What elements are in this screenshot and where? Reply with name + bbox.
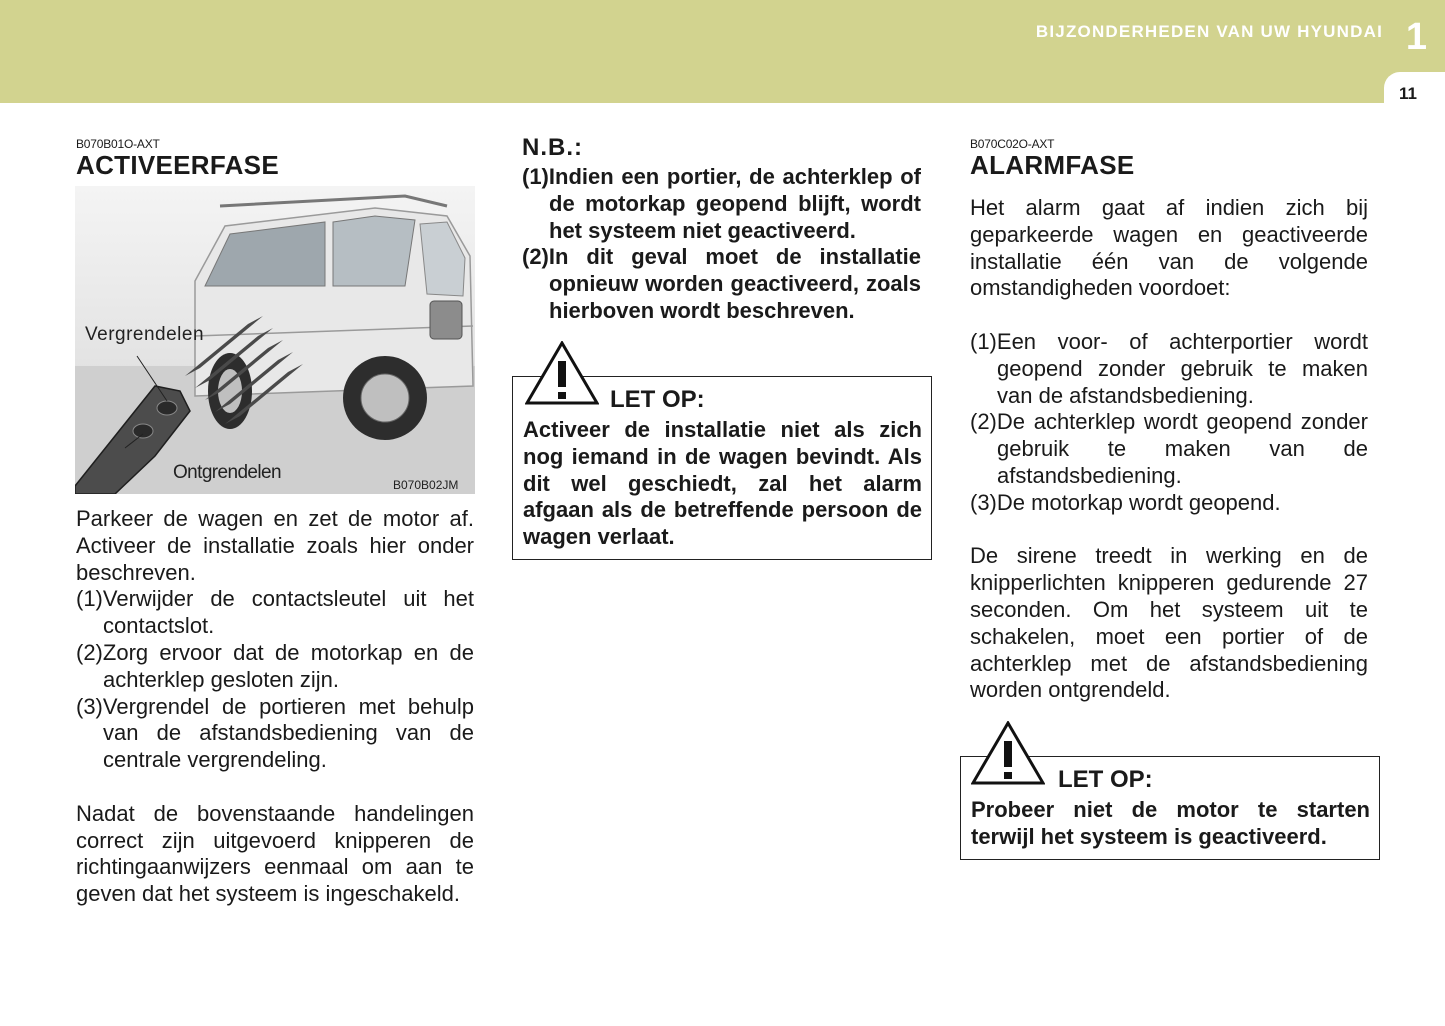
heading-activeerfase: ACTIVEERFASE: [76, 150, 279, 180]
right-closing-paragraph: De sirene treedt in werking en de knipperlichten knipperen gedurende 27 seconden. Om het systeem uit te schakelen, moet een portier of de achterklep met de afstandsbediening worden ontgrendeld.: [970, 543, 1368, 703]
list-item: [522, 164, 921, 244]
list-item-text: Verwijder de contactsleutel uit het contactslot.: [102, 586, 474, 639]
header-band: [0, 0, 1445, 103]
list-item-text: Indien een portier, de achterklep of de motorkap geopend blijft, wordt het systeem niet geactiveerd.: [548, 164, 921, 243]
list-item: [76, 640, 474, 694]
left-closing-paragraph: Nadat de bovenstaande handelingen correct zijn uitgevoerd knipperen de richtingaanwijzers eenmaal om aan te geven dat het systeem is ingeschakeld.: [76, 800, 474, 907]
list-item: [970, 490, 1368, 517]
section-code-alarmfase: B070C02O-AXT: [970, 137, 1055, 151]
car-remote-illustration: [75, 186, 475, 494]
left-body: [76, 506, 474, 908]
chapter-number: 1: [1405, 16, 1427, 58]
nb-title: N.B.:: [522, 134, 583, 161]
list-item-text: Een voor- of achterportier wordt geopend zonder gebruik te maken van de afstandsbediening.: [996, 328, 1368, 408]
list-item-text: De achterklep wordt geopend zonder gebruik te maken van de afstandsbediening.: [996, 409, 1368, 488]
list-item-text: In dit geval moet de installatie opnieuw worden geactiveerd, zoals hierboven wordt beschreven.: [548, 244, 921, 323]
warning-title: LET OP:: [610, 386, 705, 413]
warning-box-middle: [512, 376, 932, 560]
list-item-number: (3): [970, 489, 997, 515]
figure-code: B070B02JM: [393, 478, 459, 492]
warning-text: Probeer niet de motor te starten terwijl het systeem is geactiveerd.: [971, 797, 1370, 849]
list-item: [522, 244, 921, 324]
figure-label-unlock: Ontgrendelen: [173, 462, 281, 483]
list-item: [76, 694, 474, 774]
left-intro-paragraph: Parkeer de wagen en zet de motor af. Activeer de installatie zoals hier onder beschreven.: [76, 506, 474, 585]
figure-label-lock: Vergrendelen: [85, 324, 205, 345]
nb-list: [522, 164, 921, 325]
warning-text: Activeer de installatie niet als zich nog iemand in de wagen bevindt. Als dit wel geschiedt, zal het alarm afgaan als de betreffende persoon de wagen verlaat.: [523, 417, 922, 550]
right-body: [970, 195, 1368, 704]
warning-title: LET OP:: [1058, 766, 1153, 793]
list-item: [970, 329, 1368, 409]
list-item: [76, 586, 474, 640]
warning-box-right: [960, 756, 1380, 860]
list-item-text: De motorkap wordt geopend.: [996, 489, 1281, 515]
warning-icon: [971, 721, 1045, 785]
list-item-text: Zorg ervoor dat de motorkap en de achterklep gesloten zijn.: [102, 639, 474, 692]
list-item-number: (1): [76, 586, 103, 612]
list-item-number: (2): [76, 639, 103, 665]
right-intro-paragraph: Het alarm gaat af indien zich bij geparkeerde wagen en geactiveerde installatie één van de volgende omstandigheden voordoet:: [970, 195, 1368, 301]
warning-icon: [525, 341, 599, 405]
list-item-number: (1): [970, 328, 997, 354]
list-item-number: (2): [970, 409, 997, 435]
chapter-title: BIJZONDERHEDEN VAN UW HYUNDAI: [1035, 22, 1383, 41]
page-number: 11: [1399, 84, 1417, 103]
section-code-activeerfase: B070B01O-AXT: [76, 137, 160, 151]
list-item-number: (1): [522, 164, 549, 189]
heading-alarmfase: ALARMFASE: [970, 150, 1135, 180]
list-item-text: Vergrendel de portieren met behulp van de afstandsbediening van de centrale vergrendeling.: [102, 693, 474, 773]
list-item-number: (3): [76, 693, 103, 719]
list-item-number: (2): [522, 244, 549, 270]
list-item: [970, 409, 1368, 489]
